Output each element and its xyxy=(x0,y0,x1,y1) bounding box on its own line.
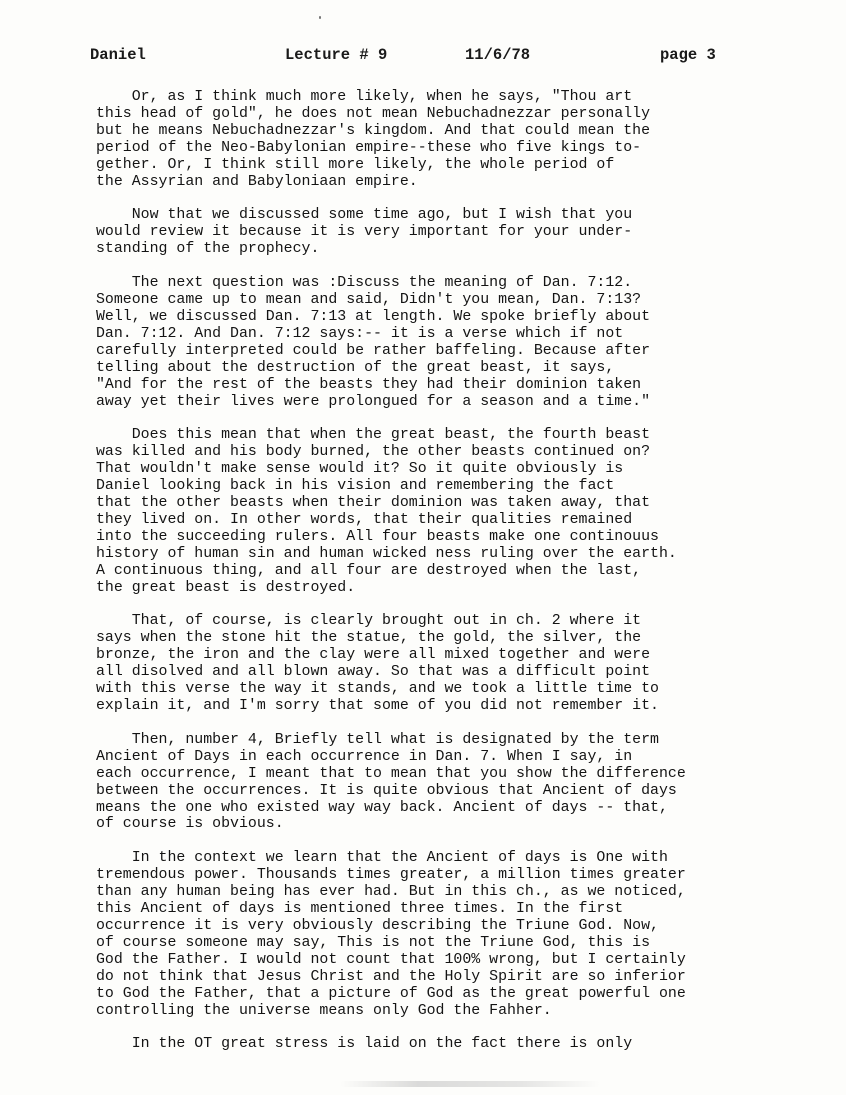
paragraph-ancient-of-days: Then, number 4, Briefly tell what is designated by the term Ancient of Days in each occurrence in Dan. 7. When I say, in each occurrence, I meant that to mean that you show the difference between the occurrences. It is quite obvious that Ancient of days means the one who existed way way back. Ancient of days -- that, of course is obvious. xyxy=(96,731,686,833)
scan-smudge xyxy=(340,1081,600,1087)
paragraph-context: In the context we learn that the Ancient of days is One with tremendous power. Thousands times greater, a million times greater than any human being has ever had. But in this ch., as we noticed, this Ancient of days is mentioned three times. In the first occurrence it is very obviously describing the Triune God. Now, of course someone may say, This is not the Triune God, this is God the Father. I would not count that 100% wrong, but I certainly do not think that Jesus Christ and the Holy Spirit are so inferior to God the Father, that a picture of God as the great powerful one controlling the universe means only God the Fahher. xyxy=(96,850,686,1019)
paper-speck xyxy=(319,16,321,19)
paragraph-fourth-beast: Does this mean that when the great beast, the fourth beast was killed and his body burned, the other beasts continued on? That wouldn't make sense would it? So it quite obviously is Daniel looking back in his vision and remembering the fact that the other beasts when their dominion was taken away, that they lived on. In other words, that their qualities remained into the succeeding rulers. All four beasts make one continouus history of human sin and human wicked ness ruling over the earth. A continuous thing, and all four are destroyed when the last, the great beast is destroyed. xyxy=(96,427,677,596)
paragraph-ot-stress: In the OT great stress is laid on the fact there is only xyxy=(96,1036,633,1053)
paragraph-chapter-2: That, of course, is clearly brought out in ch. 2 where it says when the stone hit the statue, the gold, the silver, the bronze, the iron and the clay were all mixed together and were all disolved and all blown away. So that was a difficult point with this verse the way it stands, and we took a little time to explain it, and I'm sorry that some of you did not remember it. xyxy=(96,613,659,714)
header-page-number: page 3 xyxy=(660,46,716,64)
header-date: 11/6/78 xyxy=(465,46,531,64)
page-header xyxy=(90,46,750,66)
header-title: Daniel xyxy=(90,46,146,64)
paragraph-dan-7-12: The next question was :Discuss the meaning of Dan. 7:12. Someone came up to mean and said, Didn't you mean, Dan. 7:13? Well, we discussed Dan. 7:13 at length. We spoke briefly about Dan. 7:12. And Dan. 7:12 says:-- it is a verse which if not carefully interpreted could be rather baffeling. Because after telling about the destruction of the great beast, it says, "And for the rest of the beasts they had their dominion taken away yet their lives were prolongued for a season and a time." xyxy=(96,275,651,410)
paragraph-review: Now that we discussed some time ago, but I wish that you would review it because it is very important for your under- standing of the prophecy. xyxy=(96,207,633,258)
transcript-body xyxy=(96,89,756,1070)
header-lecture-number: Lecture # 9 xyxy=(285,46,388,64)
paragraph-head-of-gold: Or, as I think much more likely, when he says, "Thou art this head of gold", he does not mean Nebuchadnezzar personally but he means Nebuchadnezzar's kingdom. And that could mean the period of the Neo-Babylonian empire--these who five kings to- gether. Or, I think still more likely, the whole period of the Assyrian and Babyloniaan empire. xyxy=(96,89,651,190)
